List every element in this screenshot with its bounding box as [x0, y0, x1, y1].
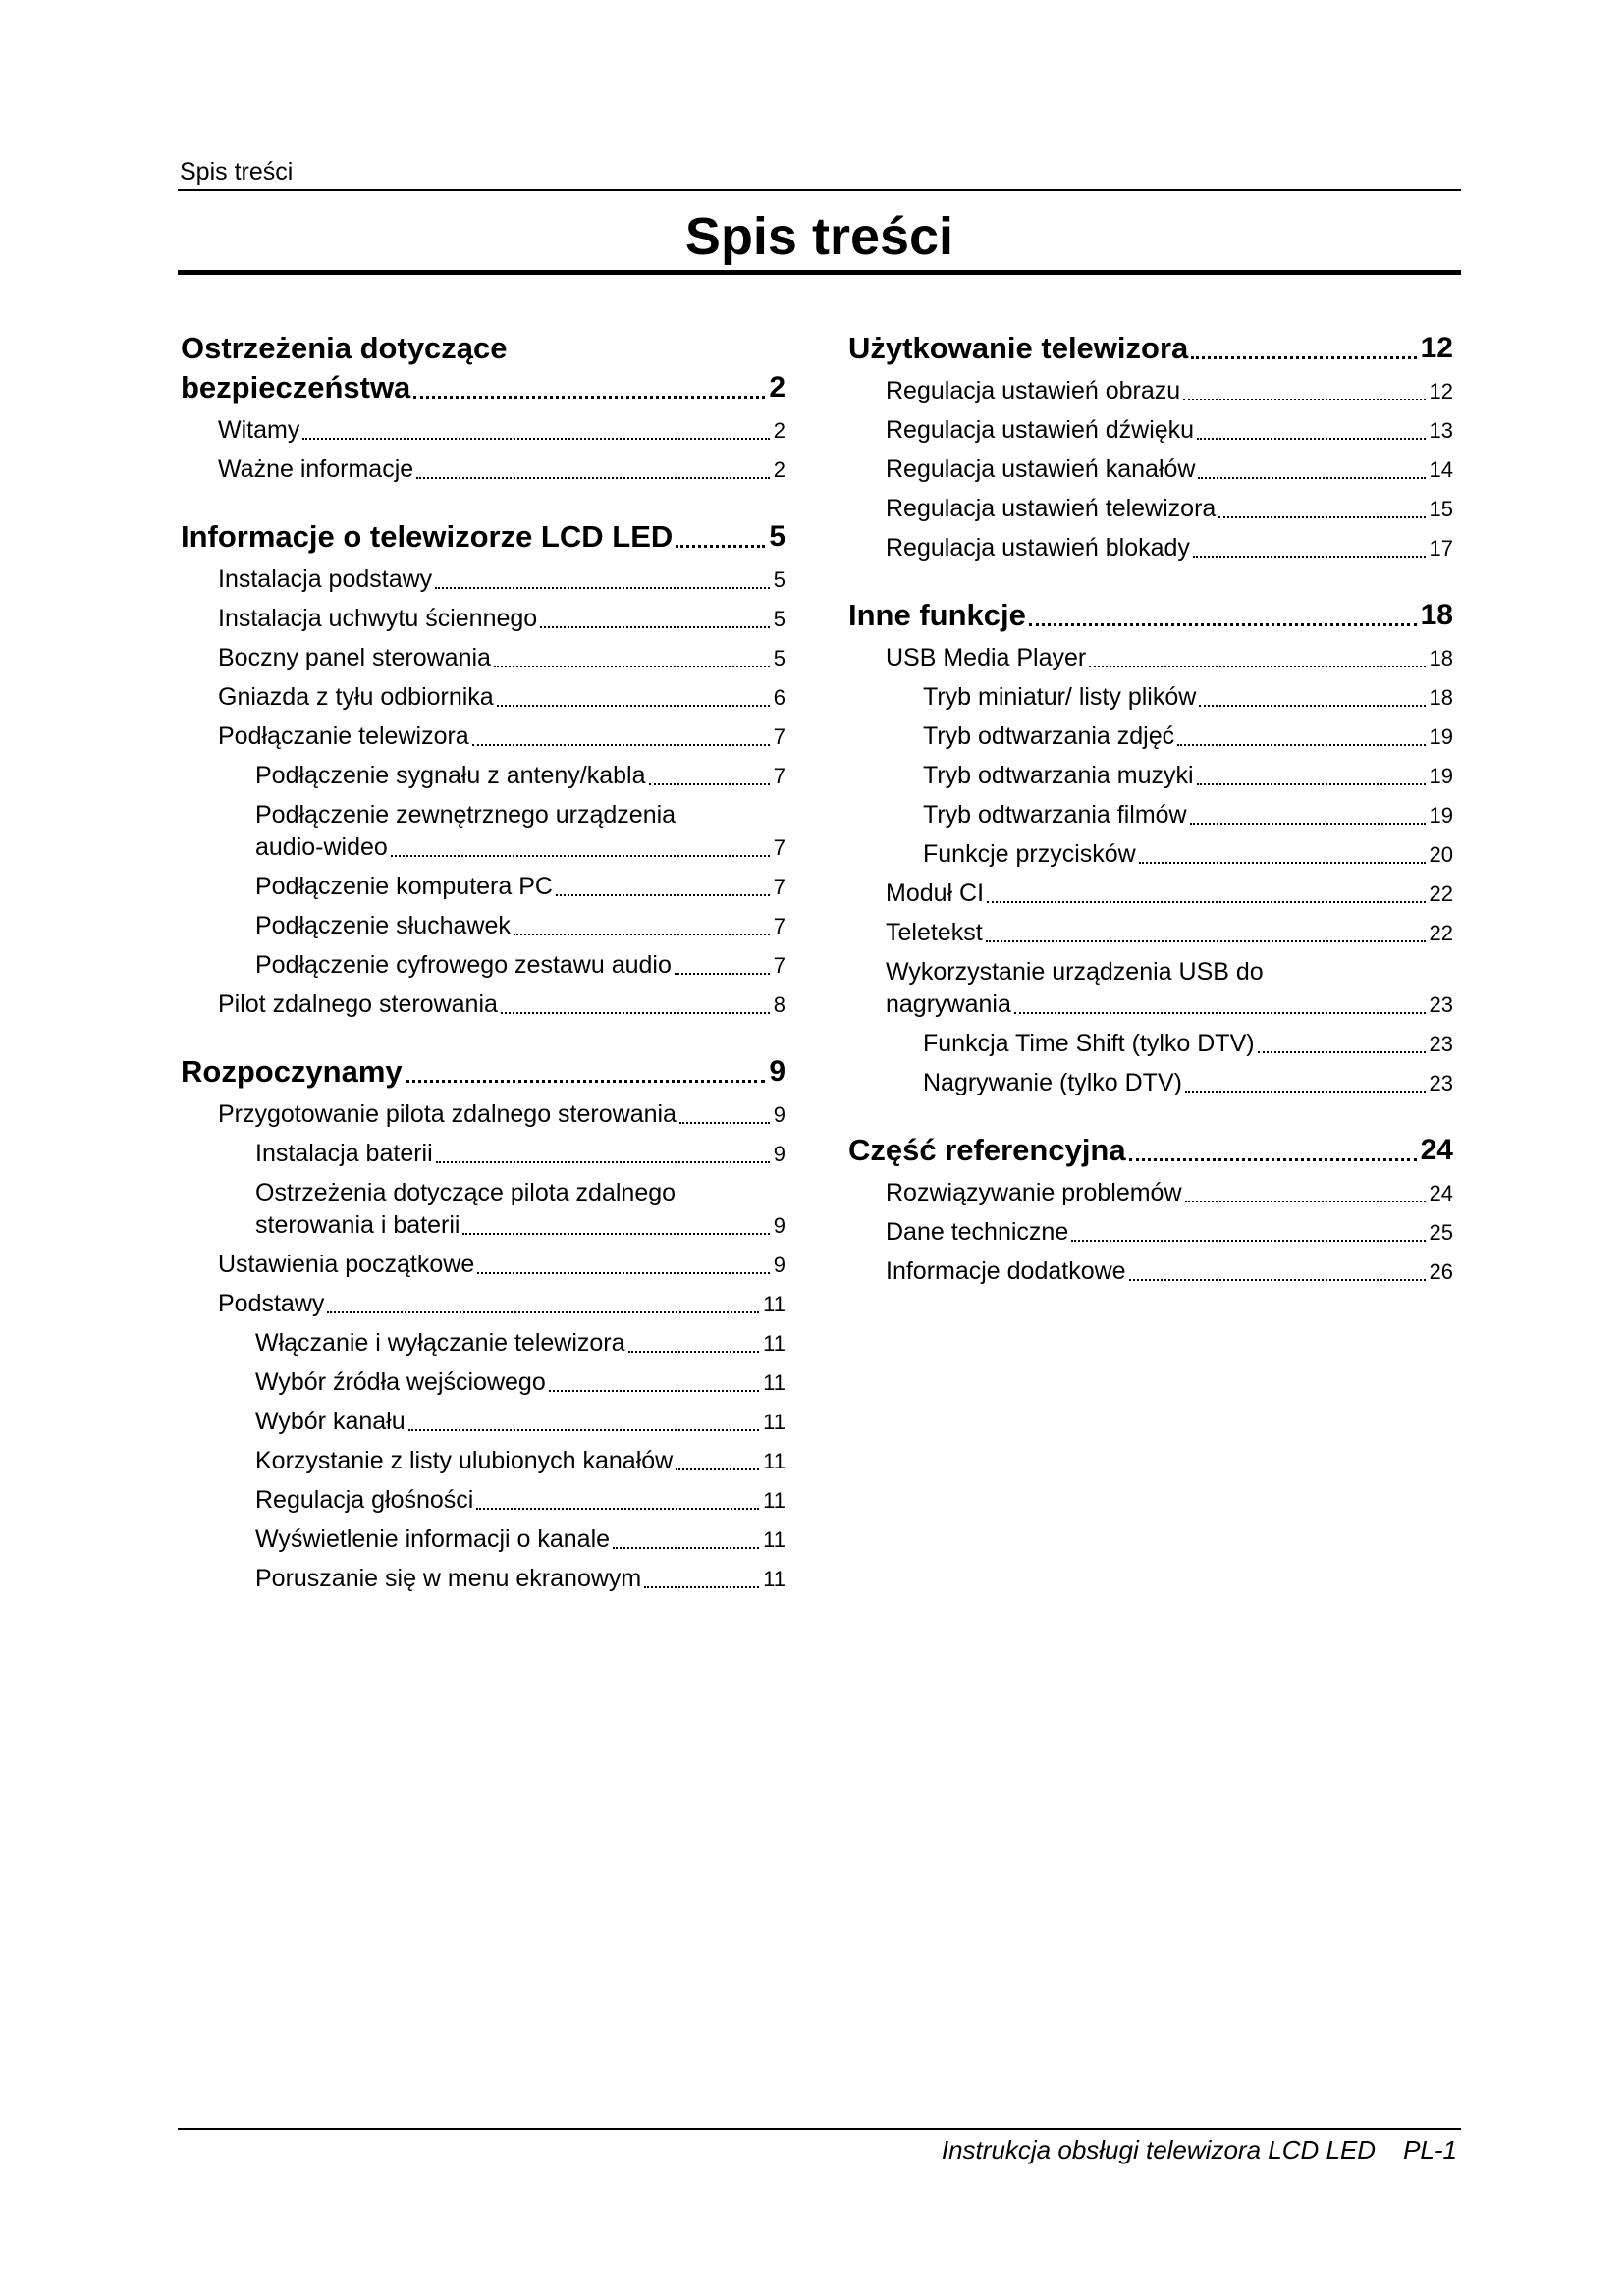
toc-leader-dots: [1197, 783, 1426, 785]
toc-leader-dots: [435, 587, 770, 589]
toc-page-number: 2: [773, 418, 785, 443]
toc-leader-dots: [628, 1351, 760, 1353]
toc-entry-title: Funkcje przycisków: [923, 840, 1136, 868]
toc-page-number: 11: [763, 1292, 785, 1316]
toc-leader-dots: [501, 1012, 770, 1014]
toc-entry-title: Moduł CI: [886, 880, 985, 907]
toc-entry-title: Część referencyjna: [848, 1133, 1126, 1167]
toc-leader-dots: [1014, 1012, 1426, 1014]
toc-entry-title: Podłączenie słuchawek: [255, 912, 511, 939]
toc-leader-dots: [1191, 356, 1416, 359]
toc-entry-title: Inne funkcje: [848, 598, 1026, 632]
toc-subentry[interactable]: [848, 839, 1453, 870]
toc-leader-dots: [302, 438, 769, 440]
toc-leader-dots: [1089, 666, 1425, 667]
toc-page-number: 24: [1420, 1134, 1453, 1166]
toc-entry-title: sterowania i baterii: [255, 1211, 460, 1239]
footer: [178, 2134, 1457, 2165]
toc-entry[interactable]: [181, 415, 785, 446]
toc-leader-dots: [1199, 705, 1425, 707]
toc-leader-dots: [1258, 1051, 1426, 1053]
toc-entry-title: Instalacja uchwytu ściennego: [218, 605, 538, 632]
toc-page-number: 13: [1429, 418, 1453, 443]
toc-entry-title: Regulacja ustawień telewizora: [886, 495, 1217, 522]
toc-section[interactable]: [848, 330, 1453, 367]
toc-page-number: 11: [763, 1410, 785, 1434]
footer-manual-title: Instrukcja obsługi telewizora LCD LED: [941, 2135, 1377, 2164]
toc-page-number: 9: [773, 1142, 785, 1166]
toc-page-number: 23: [1429, 1071, 1453, 1095]
toc-entry-title: Rozwiązywanie problemów: [886, 1179, 1182, 1206]
toc-leader-dots: [1129, 1158, 1417, 1161]
toc-leader-dots: [476, 1508, 759, 1510]
toc-entry[interactable]: [848, 1217, 1453, 1248]
toc-entry-title: audio-wideo: [255, 833, 388, 861]
toc-entry-title: Regulacja ustawień blokady: [886, 534, 1190, 561]
toc-entry-title: Tryb odtwarzania zdjęć: [923, 722, 1175, 750]
toc-page-number: 26: [1429, 1259, 1453, 1284]
toc-page-number: 9: [773, 1253, 785, 1277]
toc-subentry[interactable]: [848, 800, 1453, 830]
toc-leader-dots: [987, 901, 1425, 903]
toc-leader-dots: [462, 1233, 769, 1235]
toc-leader-dots: [1185, 1201, 1426, 1202]
toc-page-number: 22: [1429, 881, 1453, 906]
toc-section[interactable]: [181, 518, 785, 556]
toc-page-number: 7: [773, 875, 785, 899]
toc-subentry[interactable]: [181, 1524, 785, 1555]
toc-page-number: 5: [773, 646, 785, 670]
toc-subentry[interactable]: [181, 1139, 785, 1169]
toc-column-left: [181, 330, 785, 1594]
toc-leader-dots: [649, 783, 770, 785]
toc-page-number: 9: [773, 1102, 785, 1127]
toc-entry-title: Poruszanie się w menu ekranowym: [255, 1565, 642, 1592]
toc-leader-dots: [556, 894, 770, 896]
toc-entry-title: Funkcja Time Shift (tylko DTV): [923, 1030, 1255, 1057]
toc-leader-dots: [1177, 744, 1425, 746]
toc-subentry[interactable]: [181, 761, 785, 791]
toc-entry-title: Korzystanie z listy ulubionych kanałów: [255, 1447, 674, 1474]
toc-subentry[interactable]: [181, 1178, 785, 1241]
toc-page-number: 25: [1429, 1220, 1453, 1245]
toc-subentry[interactable]: [181, 1485, 785, 1516]
toc-entry-title: Gniazda z tyłu odbiornika: [218, 683, 494, 711]
toc-page-number: 7: [773, 914, 785, 938]
toc-entry-title: Przygotowanie pilota zdalnego sterowania: [218, 1100, 677, 1128]
toc-page-number: 19: [1429, 764, 1453, 788]
toc-section[interactable]: [848, 597, 1453, 634]
toc-leader-dots: [1218, 516, 1425, 518]
toc-leader-dots: [497, 705, 770, 707]
toc-entry[interactable]: [181, 604, 785, 634]
toc-entry[interactable]: [181, 1099, 785, 1130]
toc-leader-dots: [1071, 1240, 1425, 1242]
toc-page-number: 11: [763, 1488, 785, 1513]
toc-entry-title: Tryb odtwarzania filmów: [923, 801, 1187, 828]
toc-entry[interactable]: [848, 376, 1453, 406]
toc-entry-title: Regulacja ustawień kanałów: [886, 455, 1196, 483]
toc-leader-dots: [676, 545, 765, 548]
toc-entry-title: Regulacja ustawień dźwięku: [886, 416, 1195, 444]
toc-leader-dots: [1183, 399, 1425, 400]
toc-entry-title: Podłączenie sygnału z anteny/kabla: [255, 762, 646, 789]
toc-entry-title: Użytkowanie telewizora: [848, 331, 1189, 365]
toc-entry[interactable]: [848, 533, 1453, 563]
toc-subentry[interactable]: [181, 1564, 785, 1594]
toc-page-number: 24: [1429, 1181, 1453, 1205]
toc-entry-title-line1: Podłączenie zewnętrznego urządzenia: [255, 801, 677, 828]
toc-subentry[interactable]: [181, 800, 785, 863]
toc-entry-title: Tryb odtwarzania muzyki: [923, 762, 1194, 789]
toc-entry[interactable]: [181, 564, 785, 595]
toc-entry-title-line1: Ostrzeżenia dotyczące: [181, 331, 508, 365]
toc-leader-dots: [1185, 1091, 1426, 1093]
toc-page-number: 18: [1429, 646, 1453, 670]
toc-entry-title: Rozpoczynamy: [181, 1054, 403, 1089]
toc-leader-dots: [494, 666, 770, 667]
toc-entry-title: USB Media Player: [886, 644, 1087, 671]
toc-page-number: 11: [763, 1449, 785, 1473]
toc-entry[interactable]: [848, 454, 1453, 485]
toc-entry-title: Włączanie i wyłączanie telewizora: [255, 1329, 625, 1357]
toc-leader-dots: [540, 626, 770, 628]
toc-entry[interactable]: [181, 682, 785, 713]
toc-page-number: 18: [1420, 599, 1453, 631]
toc-leader-dots: [477, 1272, 770, 1274]
toc-entry[interactable]: [848, 1256, 1453, 1287]
toc-leader-dots: [1029, 623, 1417, 626]
toc-entry-title: Podłączenie komputera PC: [255, 873, 553, 900]
toc-leader-dots: [676, 1468, 759, 1470]
toc-leader-dots: [416, 477, 770, 479]
toc-leader-dots: [408, 1429, 760, 1431]
toc-page-number: 14: [1429, 457, 1453, 482]
toc-leader-dots: [436, 1161, 770, 1163]
toc-entry-title: bezpieczeństwa: [181, 370, 411, 404]
toc-page-number: 12: [1420, 332, 1453, 364]
toc-subentry[interactable]: [181, 872, 785, 902]
toc-page-number: 11: [763, 1527, 785, 1552]
toc-entry-title: nagrywania: [886, 990, 1011, 1018]
toc-entry-title: Pilot zdalnego sterowania: [218, 990, 498, 1018]
toc-page-number: 8: [773, 992, 785, 1017]
toc-section[interactable]: [181, 1053, 785, 1091]
toc-page-number: 7: [773, 764, 785, 788]
toc-leader-dots: [327, 1311, 759, 1313]
toc-page-number: 20: [1429, 842, 1453, 867]
toc-page-number: 11: [763, 1370, 785, 1395]
toc-entry[interactable]: [181, 1289, 785, 1319]
toc-entry-title: Boczny panel sterowania: [218, 644, 491, 671]
toc-leader-dots: [413, 396, 765, 399]
toc-entry[interactable]: [848, 643, 1453, 673]
toc-leader-dots: [1139, 862, 1426, 864]
toc-section[interactable]: [181, 330, 785, 406]
toc-leader-dots: [675, 973, 770, 975]
toc-entry-title: Teletekst: [886, 919, 983, 946]
toc-entry-title: Witamy: [218, 416, 300, 444]
footer-page-number: PL-1: [1403, 2135, 1457, 2164]
header-rule: [178, 189, 1461, 191]
toc-entry[interactable]: [848, 494, 1453, 524]
toc-column-right: [848, 330, 1453, 1287]
toc-leader-dots: [514, 934, 770, 935]
toc-entry-title: Nagrywanie (tylko DTV): [923, 1069, 1182, 1096]
toc-leader-dots: [679, 1122, 770, 1124]
toc-page-number: 15: [1429, 497, 1453, 521]
toc-section[interactable]: [848, 1132, 1453, 1169]
toc-subentry[interactable]: [181, 911, 785, 941]
toc-entry[interactable]: [181, 643, 785, 673]
toc-page-number: 23: [1429, 992, 1453, 1017]
toc-entry-title: Informacje dodatkowe: [886, 1257, 1126, 1285]
toc-subentry[interactable]: [181, 950, 785, 981]
toc-page-number: 23: [1429, 1032, 1453, 1056]
toc-entry[interactable]: [181, 989, 785, 1020]
toc-entry-title-line1: Wykorzystanie urządzenia USB do: [886, 958, 1264, 986]
toc-page-number: 7: [773, 953, 785, 978]
toc-leader-dots: [1129, 1279, 1426, 1281]
toc-page-number: 5: [773, 607, 785, 631]
toc-entry[interactable]: [848, 918, 1453, 948]
toc-entry[interactable]: [848, 1178, 1453, 1208]
toc-entry-title: Instalacja baterii: [255, 1140, 433, 1167]
toc-entry[interactable]: [181, 454, 785, 485]
toc-entry-title: Podłączenie cyfrowego zestawu audio: [255, 951, 672, 979]
toc-entry-title: Instalacja podstawy: [218, 565, 433, 593]
toc-leader-dots: [391, 855, 770, 857]
toc-subentry[interactable]: [181, 1328, 785, 1359]
toc-entry[interactable]: [848, 879, 1453, 909]
toc-page-number: 9: [773, 1213, 785, 1238]
toc-subentry[interactable]: [848, 682, 1453, 713]
toc-entry-title: Wybór kanału: [255, 1408, 406, 1435]
toc-page-number: 2: [769, 371, 785, 403]
toc-page-number: 2: [773, 457, 785, 482]
toc-entry[interactable]: [848, 957, 1453, 1020]
page-title: Spis treści: [684, 207, 954, 266]
toc-entry[interactable]: [848, 415, 1453, 446]
toc-subentry[interactable]: [181, 1367, 785, 1398]
toc-entry[interactable]: [181, 721, 785, 752]
toc-leader-dots: [1198, 477, 1425, 479]
toc-page-number: 7: [773, 835, 785, 860]
toc-page-number: 11: [763, 1567, 785, 1591]
toc-entry-title: Ważne informacje: [218, 455, 414, 483]
running-header: Spis treści: [180, 158, 294, 186]
toc-entry-title-line1: Ostrzeżenia dotyczące pilota zdalnego: [255, 1179, 677, 1206]
toc-entry-title: Podstawy: [218, 1290, 325, 1317]
toc-leader-dots: [472, 744, 770, 746]
toc-page-number: 6: [773, 685, 785, 710]
toc-leader-dots: [1190, 823, 1426, 825]
toc-subentry[interactable]: [848, 1029, 1453, 1059]
toc-page-number: 7: [773, 724, 785, 749]
toc-page-number: 22: [1429, 921, 1453, 945]
toc-subentry[interactable]: [848, 761, 1453, 791]
toc-entry-title: Podłączanie telewizora: [218, 722, 469, 750]
toc-subentry[interactable]: [181, 1446, 785, 1476]
toc-subentry[interactable]: [181, 1407, 785, 1437]
toc-subentry[interactable]: [848, 1068, 1453, 1098]
toc-entry-title: Wyświetlenie informacji o kanale: [255, 1525, 611, 1553]
title-rule: [178, 270, 1461, 275]
toc-page-number: 19: [1429, 724, 1453, 749]
footer-rule: [178, 2128, 1461, 2130]
toc-leader-dots: [1193, 556, 1426, 558]
toc-entry-title: Regulacja ustawień obrazu: [886, 377, 1181, 404]
toc-entry-title: Regulacja głośności: [255, 1486, 474, 1514]
toc-leader-dots: [1197, 438, 1425, 440]
toc-entry-title: Informacje o telewizorze LCD LED: [181, 519, 674, 554]
toc-entry-title: Ustawienia początkowe: [218, 1251, 475, 1278]
toc-leader-dots: [613, 1547, 759, 1549]
toc-page-number: 9: [769, 1055, 785, 1088]
toc-page-number: 19: [1429, 803, 1453, 828]
toc-page-number: 11: [763, 1331, 785, 1356]
toc-entry-title: Wybór źródła wejściowego: [255, 1368, 546, 1396]
toc-entry-title: Dane techniczne: [886, 1218, 1069, 1246]
toc-page-number: 18: [1429, 685, 1453, 710]
toc-leader-dots: [644, 1586, 759, 1588]
toc-page-number: 5: [769, 520, 785, 553]
toc-subentry[interactable]: [848, 721, 1453, 752]
toc-page-number: 17: [1429, 536, 1453, 561]
toc-page-number: 5: [773, 567, 785, 592]
toc-entry-title: Tryb miniatur/ listy plików: [923, 683, 1197, 711]
toc-page-number: 12: [1429, 379, 1453, 403]
toc-leader-dots: [406, 1080, 766, 1083]
toc-leader-dots: [549, 1390, 759, 1392]
toc-leader-dots: [986, 940, 1426, 942]
toc-entry[interactable]: [181, 1250, 785, 1280]
